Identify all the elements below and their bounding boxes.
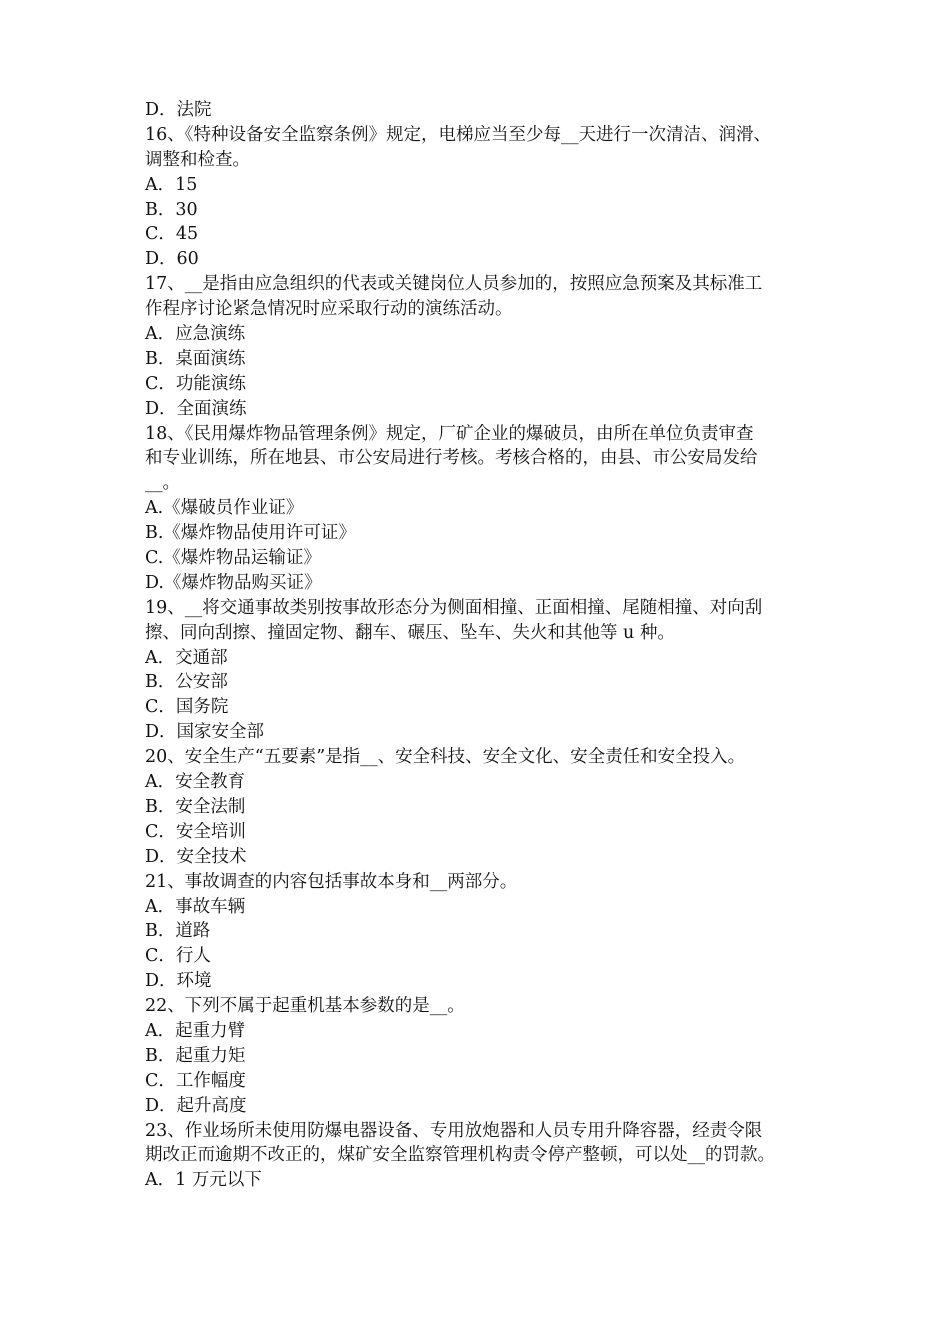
option-line: B．公安部 bbox=[145, 672, 228, 693]
option-line: D．起升高度 bbox=[145, 1095, 247, 1116]
option-line: C．45 bbox=[145, 224, 199, 245]
option-line: A．1 万元以下 bbox=[145, 1170, 262, 1191]
option-line: A．交通部 bbox=[145, 647, 228, 668]
question-21-line-1: 21、事故调查的内容包括事故本身和__两部分。 bbox=[145, 871, 518, 892]
question-19-line-1: 19、__将交通事故类别按事故形态分为侧面相撞、正面相撞、尾随相撞、对向刮 bbox=[145, 597, 763, 618]
question-19-line-2: 擦、同向刮擦、撞固定物、翻车、碾压、坠车、失火和其他等 u 种。 bbox=[145, 622, 675, 643]
option-line: A．15 bbox=[145, 174, 198, 195]
option-line: C．功能演练 bbox=[145, 373, 246, 394]
option-line: C.《爆炸物品运输证》 bbox=[145, 548, 321, 569]
option-line: B.《爆炸物品使用许可证》 bbox=[145, 523, 356, 544]
option-line: C．工作幅度 bbox=[145, 1070, 246, 1091]
question-18-line-2: 和专业训练，所在地县、市公安局进行考核。考核合格的，由县、市公安局发给 bbox=[145, 448, 758, 469]
option-line: B．安全法制 bbox=[145, 796, 246, 817]
question-22-line-1: 22、下列不属于起重机基本参数的是__。 bbox=[145, 996, 465, 1017]
option-line: D．环境 bbox=[145, 971, 212, 992]
question-23-line-2: 期改正而逾期不改正的，煤矿安全监察管理机构责令停产整顿，可以处__的罚款。 bbox=[145, 1145, 775, 1166]
option-line: A.《爆破员作业证》 bbox=[145, 498, 304, 519]
option-line: C．行人 bbox=[145, 946, 211, 967]
document-body bbox=[145, 98, 825, 1193]
option-line: C．国务院 bbox=[145, 697, 229, 718]
question-18-line-3: __。 bbox=[145, 473, 180, 494]
option-line: A．起重力臂 bbox=[145, 1020, 246, 1041]
option-line: D．国家安全部 bbox=[145, 722, 265, 743]
option-line: D．安全技术 bbox=[145, 846, 247, 867]
question-18-line-1: 18、《民用爆炸物品管理条例》规定，厂矿企业的爆破员，由所在单位负责审查 bbox=[145, 423, 754, 444]
option-line: B．道路 bbox=[145, 921, 211, 942]
question-16-line-1: 16、《特种设备安全监察条例》规定，电梯应当至少每__天进行一次清洁、润滑、 bbox=[145, 124, 772, 145]
option-line: B．30 bbox=[145, 199, 198, 220]
question-16-line-2: 调整和检查。 bbox=[145, 149, 250, 170]
option-line: B．桌面演练 bbox=[145, 348, 246, 369]
option-line: D．全面演练 bbox=[145, 398, 247, 419]
option-line: D．60 bbox=[145, 249, 199, 270]
option-line: A．应急演练 bbox=[145, 324, 246, 345]
option-line: B．起重力矩 bbox=[145, 1045, 246, 1066]
option-line: C．安全培训 bbox=[145, 821, 246, 842]
question-17-line-1: 17、__是指由应急组织的代表或关键岗位人员参加的，按照应急预案及其标准工 bbox=[145, 274, 763, 295]
question-17-line-2: 作程序讨论紧急情况时应采取行动的演练活动。 bbox=[145, 299, 513, 320]
text-line: D．法院 bbox=[145, 100, 212, 120]
question-20-line-1: 20、安全生产“五要素”是指__、安全科技、安全文化、安全责任和安全投入。 bbox=[145, 747, 746, 768]
option-line: A．事故车辆 bbox=[145, 896, 246, 917]
option-line: D.《爆炸物品购买证》 bbox=[145, 572, 322, 593]
option-line: A．安全教育 bbox=[145, 772, 246, 793]
question-23-line-1: 23、作业场所未使用防爆电器设备、专用放炮器和人员专用升降容器，经责令限 bbox=[145, 1120, 763, 1141]
